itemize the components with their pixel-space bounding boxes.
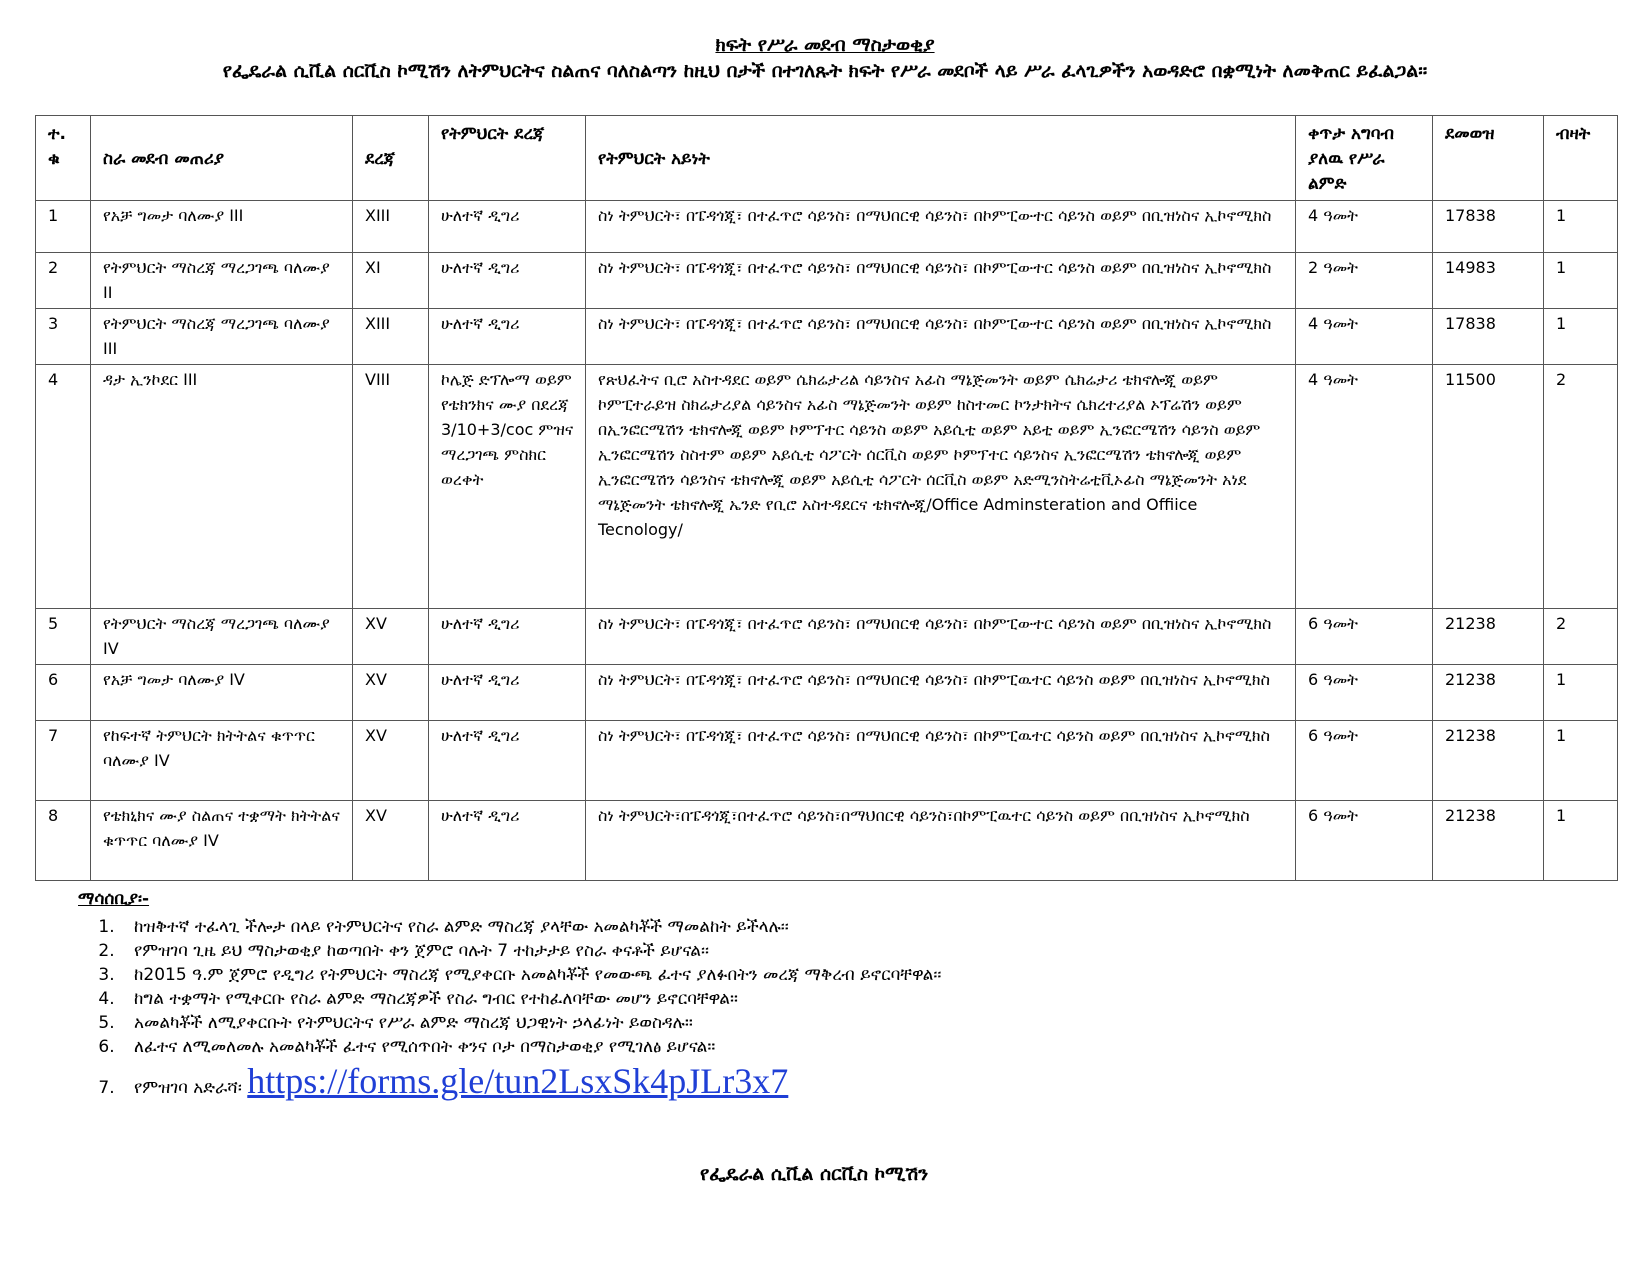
cell-salary: 21238 xyxy=(1433,665,1544,721)
table-header-row xyxy=(36,116,1618,201)
cell-field: ስነ ትምህርት፣ በፔዳጎጂ፣ በተፈጥሮ ሳይንስ፣ በማህበርዊ ሳይንስ፣ በኮምፒውተር ሳይንስ ወይም በቢዝነስና ኢኮኖሚክስ xyxy=(586,201,1296,253)
vacancy-table xyxy=(35,115,1618,881)
cell-title: ዳታ ኢንኮደር III xyxy=(91,365,353,609)
cell-no: 3 xyxy=(36,309,91,365)
cell-qty: 1 xyxy=(1544,253,1618,309)
cell-salary: 14983 xyxy=(1433,253,1544,309)
cell-qty: 2 xyxy=(1544,609,1618,665)
cell-experience: 6 ዓመት xyxy=(1296,665,1433,721)
notes-list xyxy=(78,915,1578,1110)
cell-level: ሁለተኛ ዲግሪ xyxy=(429,253,586,309)
cell-experience: 4 ዓመት xyxy=(1296,201,1433,253)
note-item: 6. ለፈተና ለሚመለመሉ አመልካቾች ፈተና የሚሰጥበት ቀንና ቦታ በማስታወቂያ የሚገለፅ ይሆናል። xyxy=(120,1035,1578,1059)
table-row xyxy=(36,309,1618,365)
cell-qty: 1 xyxy=(1544,309,1618,365)
cell-salary: 11500 xyxy=(1433,365,1544,609)
cell-experience: 2 ዓመት xyxy=(1296,253,1433,309)
cell-title: የትምህርት ማስረጃ ማረጋገጫ ባለሙያ II xyxy=(91,253,353,309)
note-item-registration xyxy=(120,1059,1578,1110)
cell-level: ሁለተኛ ዲግሪ xyxy=(429,721,586,801)
table-row xyxy=(36,721,1618,801)
cell-field: ስነ ትምህርት፣ በፔዳጎጂ፣ በተፈጥሮ ሳይንስ፣ በማህበርዊ ሳይንስ፣ በኮምፒውተር ሳይንስ ወይም በቢዝነስና ኢኮኖሚክስ xyxy=(586,253,1296,309)
header-experience: ቀጥታ አግባብ ያለዉ የሥራ ልምድ xyxy=(1296,116,1433,201)
cell-grade: XV xyxy=(353,609,429,665)
cell-grade: XIII xyxy=(353,201,429,253)
cell-grade: XV xyxy=(353,801,429,881)
cell-level: ሁለተኛ ዲግሪ xyxy=(429,609,586,665)
note-item: 1. ከዝቅተኛ ተፈላጊ ችሎታ በላይ የትምህርትና የስራ ልምድ ማስረጃ ያላቸው አመልካቾች ማመልከት ይችላሉ፡፡ xyxy=(120,915,1578,939)
cell-grade: XV xyxy=(353,721,429,801)
notes-section xyxy=(78,889,1578,1110)
cell-no: 7 xyxy=(36,721,91,801)
cell-experience: 6 ዓመት xyxy=(1296,609,1433,665)
cell-title: የአቻ ግመታ ባለሙያ III xyxy=(91,201,353,253)
cell-experience: 4 ዓመት xyxy=(1296,309,1433,365)
cell-no: 2 xyxy=(36,253,91,309)
table-row xyxy=(36,365,1618,609)
table-row xyxy=(36,609,1618,665)
registration-label: የምዝገባ አድራሻ፡ xyxy=(134,1078,242,1098)
cell-title: የከፍተኛ ትምህርት ክትትልና ቁጥጥር ባለሙያ IV xyxy=(91,721,353,801)
registration-link[interactable]: https://forms.gle/tun2LsxSk4pJLr3x7 xyxy=(247,1061,789,1101)
cell-level: ሁለተኛ ዲግሪ xyxy=(429,665,586,721)
page-title: ክፍት የሥራ መደብ ማስታወቂያ xyxy=(715,34,935,56)
cell-qty: 1 xyxy=(1544,201,1618,253)
cell-level: ሁለተኛ ዲግሪ xyxy=(429,801,586,881)
header-title: ስራ መደብ መጠሪያ xyxy=(91,116,353,201)
note-item: 2. የምዝገባ ጊዜ ይህ ማስታወቂያ ከወጣበት ቀን ጀምሮ ባሉት 7 ተከታታይ የስራ ቀናቶች ይሆናል፡፡ xyxy=(120,939,1578,963)
header-field: የትምህርት አይነት xyxy=(586,116,1296,201)
cell-no: 4 xyxy=(36,365,91,609)
cell-field: የጽህፈትና ቢሮ አስተዳደር ወይም ሴክሬታሪል ሳይንስና አፊስ ማኔጅመንት ወይም ሴክሬታሪ ቴክኖሎጂ ወይም ኮምፒተራይዝ ስክሬታሪያል ሳይንስና አፊስ ማኔጅመንት ወይም ከስተመር ኮንታክትና ሴክረተሪያል ኦፕሬሽን ወይም በኢንፎርሜሽን ቴክኖሎጂ ወይም ኮምፕተር ሳይንስ ወይም አይሲቲ ወይም አይቲ ወይም ኢንፎርሜሽን ሳይንስ ወይም ኢንፎርሜሽን ስስተም ወይም አይሲቲ ሳፖርት ሰርቪስ ወይም ኮምፕተር ሳይንስና ኢንፎርሜሽን ቴክኖሎጂ ወይም ኢንፎርሜሽን ሳይንስና ቴክኖሎጂ ወይም አይሲቲ ሳፖርት ሰርቪስ ወይም አድሚንስትሬቲቪኦፊስ ማኔጅመንት አነደ ማኔጅመንት ቴክኖሎጂ ኤንድ የቢሮ አስተዳደርና ቴክኖሎጂ/Office Adminsteration and Offiice Tecnology/ xyxy=(586,365,1296,609)
cell-title: የቴክኒክና ሙያ ስልጠና ተቋማት ክትትልና ቁጥጥር ባለሙያ IV xyxy=(91,801,353,881)
cell-title: የትምህርት ማስረጃ ማረጋገጫ ባለሙያ IV xyxy=(91,609,353,665)
cell-field: ስነ ትምህርት፣ በፔዳጎጂ፣ በተፈጥሮ ሳይንስ፣ በማህበርዊ ሳይንስ፣ በኮምፒዉተር ሳይንስ ወይም በቢዝነስና ኢኮኖሚክስ xyxy=(586,665,1296,721)
header-no: ተ. ቁ xyxy=(36,116,91,201)
cell-salary: 21238 xyxy=(1433,801,1544,881)
cell-salary: 17838 xyxy=(1433,201,1544,253)
table-row xyxy=(36,801,1618,881)
notes-title: ማሳሰቢያ፡- xyxy=(78,889,150,909)
cell-level: ሁለተኛ ዲግሪ xyxy=(429,201,586,253)
cell-no: 8 xyxy=(36,801,91,881)
page-subtitle: የፌዴራል ሲቪል ሰርቪስ ኮሚሽን ለትምህርትና ስልጠና ባለስልጣን ከዚህ በታች በተገለጹት ክፍት የሥራ መደቦች ላይ ሥራ ፈላጊዎችን አወዳድሮ በቋሚነት ለመቅጠር ይፈልጋል፡፡ xyxy=(222,60,1428,82)
note-item: 3. ከ2015 ዓ.ም ጀምሮ የዲግሪ የትምህርት ማስረጃ የሚያቀርቡ አመልካቾች የመውጫ ፈተና ያለፉበትን መረጃ ማቅረብ ይኖርባቸዋል፡፡ xyxy=(120,963,1578,987)
page-header xyxy=(0,32,1650,84)
cell-salary: 21238 xyxy=(1433,721,1544,801)
cell-experience: 6 ዓመት xyxy=(1296,801,1433,881)
cell-no: 6 xyxy=(36,665,91,721)
cell-field: ስነ ትምህርት፣ በፔዳጎጂ፣ በተፈጥሮ ሳይንስ፣ በማህበርዊ ሳይንስ፣ በኮምፒዉተር ሳይንስ ወይም በቢዝነስና ኢኮኖሚክስ xyxy=(586,721,1296,801)
header-salary: ደመወዝ xyxy=(1433,116,1544,201)
table-row xyxy=(36,665,1618,721)
cell-salary: 21238 xyxy=(1433,609,1544,665)
cell-qty: 1 xyxy=(1544,665,1618,721)
cell-qty: 2 xyxy=(1544,365,1618,609)
cell-field: ስነ ትምህርት፣በፔዳጎጂ፣በተፈጥሮ ሳይንስ፣በማህበርዊ ሳይንስ፣በኮምፒዉተር ሳይንስ ወይም በቢዝነስና ኢኮኖሚክስ xyxy=(586,801,1296,881)
header-qty: ብዛት xyxy=(1544,116,1618,201)
header-grade: ደረጃ xyxy=(353,116,429,201)
cell-qty: 1 xyxy=(1544,721,1618,801)
cell-grade: XI xyxy=(353,253,429,309)
cell-grade: XIII xyxy=(353,309,429,365)
table-row xyxy=(36,201,1618,253)
cell-title: የአቻ ግመታ ባለሙያ IV xyxy=(91,665,353,721)
cell-no: 5 xyxy=(36,609,91,665)
note-item: 4. ከግል ተቋማት የሚቀርቡ የስራ ልምድ ማስረጃዎች የስራ ግብር የተከፈለባቸው መሆን ይኖርባቸዋል። xyxy=(120,987,1578,1011)
cell-grade: XV xyxy=(353,665,429,721)
cell-level: ኮሌጅ ድፕሎማ ወይም የቴክንክና ሙያ በደረጃ 3/10+3/coc ምዝና ማረጋገጫ ምስክር ወረቀት xyxy=(429,365,586,609)
cell-field: ስነ ትምህርት፣ በፔዳጎጂ፣ በተፈጥሮ ሳይንስ፣ በማህበርዊ ሳይንስ፣ በኮምፒውተር ሳይንስ ወይም በቢዝነስና ኢኮኖሚክስ xyxy=(586,309,1296,365)
footer-signature: የፌዴራል ሲቪል ሰርቪስ ኮሚሽን xyxy=(700,1163,929,1185)
cell-level: ሁለተኛ ዲግሪ xyxy=(429,309,586,365)
note-item: 5. አመልካቾች ለሚያቀርቡት የትምህርትና የሥራ ልምድ ማስረጃ ህጋዊነት ኃላፊነት ይወስዳሉ። xyxy=(120,1011,1578,1035)
cell-no: 1 xyxy=(36,201,91,253)
cell-field: ስነ ትምህርት፣ በፔዳጎጂ፣ በተፈጥሮ ሳይንስ፣ በማህበርዊ ሳይንስ፣ በኮምፒውተር ሳይንስ ወይም በቢዝነስና ኢኮኖሚክስ xyxy=(586,609,1296,665)
cell-qty: 1 xyxy=(1544,801,1618,881)
cell-salary: 17838 xyxy=(1433,309,1544,365)
cell-experience: 6 ዓመት xyxy=(1296,721,1433,801)
cell-experience: 4 ዓመት xyxy=(1296,365,1433,609)
cell-title: የትምህርት ማስረጃ ማረጋገጫ ባለሙያ III xyxy=(91,309,353,365)
cell-grade: VIII xyxy=(353,365,429,609)
table-row xyxy=(36,253,1618,309)
header-level: የትምህርት ደረጃ xyxy=(429,116,586,201)
